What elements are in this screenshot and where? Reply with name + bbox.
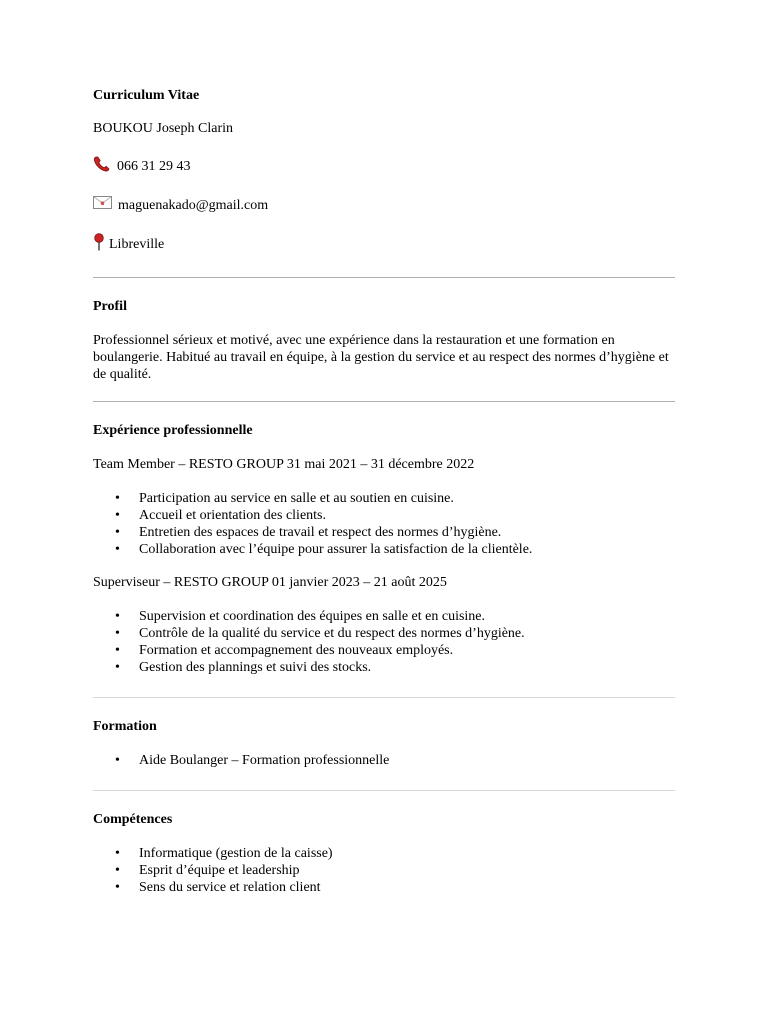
email-address[interactable]: maguenakado@gmail.com (118, 197, 269, 213)
list-item: • Collaboration avec l’équipe pour assurer la satisfaction de la clientèle. (93, 541, 675, 558)
list-item: • Participation au service en salle et au soutien en cuisine. (93, 490, 675, 507)
list-item: • Sens du service et relation client (93, 879, 675, 896)
cv-content (93, 87, 675, 896)
candidate-name: BOUKOU Joseph Clarin (93, 121, 233, 136)
phone-icon (93, 156, 111, 178)
profil-text: Professionnel sérieux et motivé, avec une expérience dans la restauration et une formation en boulangerie. Habitué au travail en équipe, à la gestion du service et au respect des normes d’hygiène et de qualité. (93, 333, 669, 382)
job-title-1: Team Member – RESTO GROUP 31 mai 2021 – 31 décembre 2022 (93, 457, 475, 472)
formation-list (93, 752, 675, 769)
job-title-2: Superviseur – RESTO GROUP 01 janvier 2023 – 21 août 2025 (93, 575, 447, 590)
location-row (93, 233, 675, 257)
list-item: • Esprit d’équipe et leadership (93, 862, 675, 879)
phone-number: 066 31 29 43 (117, 159, 191, 174)
list-item: • Aide Boulanger – Formation professionnelle (93, 752, 675, 769)
list-item: • Entretien des espaces de travail et respect des normes d’hygiène. (93, 524, 675, 541)
competences-list (93, 845, 675, 896)
phone-row (93, 156, 675, 178)
list-item: • Gestion des plannings et suivi des stocks. (93, 659, 675, 676)
email-row (93, 196, 675, 215)
list-item: • Informatique (gestion de la caisse) (93, 845, 675, 862)
experience-heading: Expérience professionnelle (93, 423, 253, 438)
list-item: • Supervision et coordination des équipes en salle et en cuisine. (93, 608, 675, 625)
list-item: • Formation et accompagnement des nouveaux employés. (93, 642, 675, 659)
envelope-icon (93, 196, 112, 215)
formation-heading: Formation (93, 719, 157, 734)
cv-title: Curriculum Vitae (93, 88, 200, 103)
list-item: • Contrôle de la qualité du service et du respect des normes d’hygiène. (93, 625, 675, 642)
job-1-tasks (93, 490, 675, 558)
list-item: • Accueil et orientation des clients. (93, 507, 675, 524)
job-2-tasks (93, 608, 675, 676)
pin-icon (93, 233, 105, 257)
competences-heading: Compétences (93, 812, 173, 827)
location-city: Libreville (109, 237, 165, 252)
profil-heading: Profil (93, 299, 127, 314)
